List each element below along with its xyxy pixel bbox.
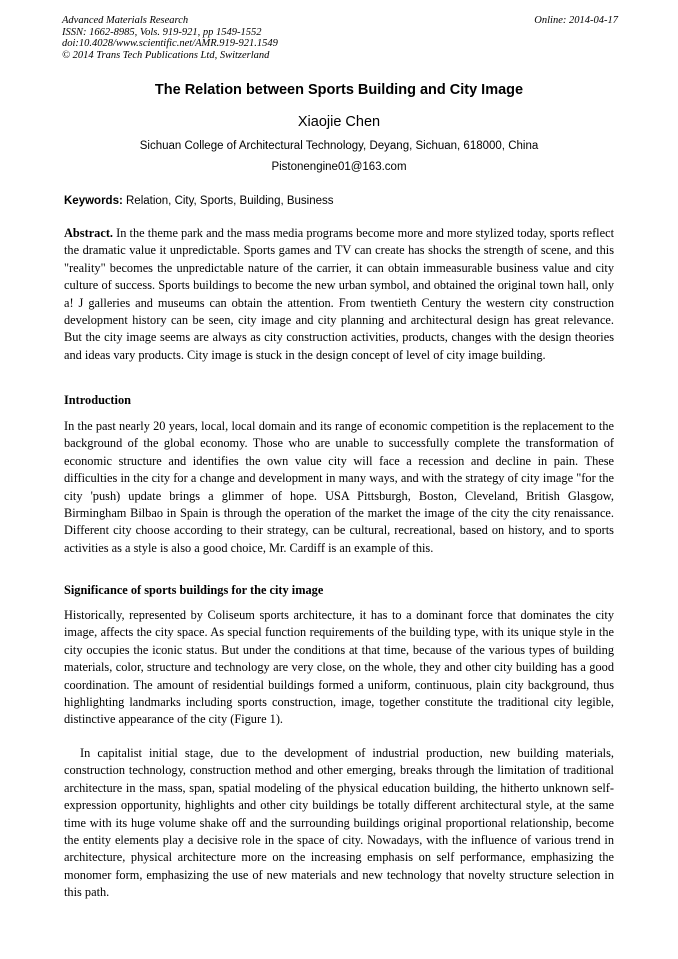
- keywords-text: Relation, City, Sports, Building, Business: [122, 195, 334, 207]
- abstract-label: Abstract.: [64, 226, 114, 240]
- keywords-line: [64, 195, 618, 207]
- doi-line: doi:10.4028/www.scientific.net/AMR.919-921.1549: [62, 38, 278, 50]
- online-date: Online: 2014-04-17: [534, 15, 618, 26]
- journal-name: Advanced Materials Research: [62, 15, 189, 26]
- abstract-text: In the theme park and the mass media programs become more and more stylized today, sports reflect the dramatic value it unpredictable. Sports games and TV can create has shocks the strength of scene, and this "reality" becomes the unpredictable nature of the carrier, it can obtain immeasurable business value and city culture of success. Sports buildings to become the new urban symbol, and obtained the original town hall, only a! J galleries and museums can obtain the attention. From twentieth Century the western city construction development history can be seen, city image and city planning and architectural design has great relevance. But the city image seems are always as city construction activities, products, changes with the design theories and ideas vary products. City image is stuck in the design concept of level of city image building.: [64, 226, 614, 362]
- author-email: Pistonengine01@163.com: [271, 161, 407, 173]
- introduction-heading: Introduction: [64, 393, 131, 407]
- keywords-label: Keywords:: [64, 195, 123, 207]
- author-affiliation: Sichuan College of Architectural Technology, Deyang, Sichuan, 618000, China: [139, 140, 539, 152]
- abstract-paragraph: [64, 225, 614, 364]
- copyright-line: © 2014 Trans Tech Publications Ltd, Switzerland: [62, 49, 270, 61]
- author-name: Xiaojie Chen: [297, 114, 381, 130]
- issn-line: ISSN: 1662-8985, Vols. 919-921, pp 1549-1552: [62, 26, 262, 38]
- significance-heading: Significance of sports buildings for the city image: [64, 583, 324, 597]
- significance-paragraph-1: Historically, represented by Coliseum sports architecture, it has to a dominant force that dominates the city image, affects the city space. As special function requirements of the building type, with its unique style in the city occupies the iconic status. But under the conditions at that time, because of the various types of building materials, color, structure and technology are very close, on the whole, they and other city building has a good coordination. The amount of residential buildings formed a uniform, continuous, plain city background, thus highlighting landmarks including sports construction, image, together constitute the traditional city legible, distinctive appearance of the city (Figure 1).: [64, 608, 614, 727]
- introduction-paragraph: In the past nearly 20 years, local, local domain and its range of economic competition is the replacement to the background of the global economy. Those who are unable to successfully complete the transformation of economic structure and identifies the own value city will face a recession and decline in pain. These difficulties in the city for a change and development in many ways, and with the strategy of city image "for the city 'push) update brings a glimmer of hope. USA Pittsburgh, Boston, Cleveland, British Glasgow, Birmingham Bilbao in Spain is through the operation of the market the image of the city the city renaissance. Different city choose according to their strategy, can be cultural, recreational, based on history, and to sports activities as a style is also a good choice, Mr. Cardiff is an example of this.: [64, 419, 614, 555]
- paper-title: The Relation between Sports Building and City Image: [154, 82, 524, 98]
- journal-header: [62, 15, 618, 61]
- significance-paragraph-2: In capitalist initial stage, due to the development of industrial production, new building materials, construction technology, construction method and other emerging, breaks through the limitation of traditional architecture in the mass, span, spatial modeling of the physical education building, the hitherto unknown self-expression opportunity, highlights and other city buildings be totally different architectural style, at the same time with its huge volume shake off and the surrounding buildings original proportional relationship, become the entity elements play a decisive role in the space of city. Nowadays, with the influence of various trend in architecture, physical architecture more on the increasing emphasis on self performance, emphasizing the monomer form, emphasizing the use of new materials and new technology that novelty structure selection in this path.: [64, 746, 614, 900]
